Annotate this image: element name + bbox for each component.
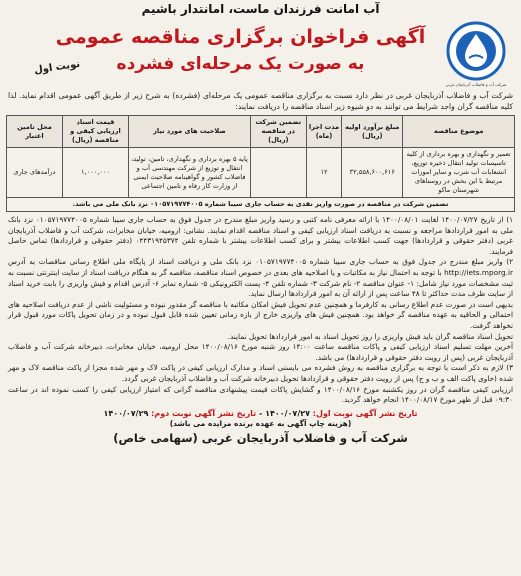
cell-subject: تعمیر و نگهداری و بهره برداری از کلیه تاسیسات تولید انتقال ذخیره توزیع، انشعابات آب شرب و سایر امورات مرتبط با این بخش در روستاهای شهرستان ماکو <box>403 148 515 198</box>
col-guarantee: تضمین شرکت در مناقصه (ریال) <box>250 116 306 148</box>
body-paragraph-2: ۲) واریز مبلغ مندرج در جدول فوق به حساب جاری سیبا شماره ۰۱۰۵۷۱۹۷۷۴۰۰۵ نزد بانک ملی و دریافت اسناد از پایگاه ملی اطلاع رسانی مناقصات به آدرس http://iets.mporg.ir با توجه به احتمال نیاز به مکاتبات و یا اصلاحیه های بعدی در خصوص اسناد مناقصه، مناقصه گر به هنگام دریافت اسناد از سایت اینترنتی نسبت به ثبت مشخصات مورد نیاز شامل: ۱- عنوان مناقصه ۲- نام شرکت ۳- شماره تلفن ۴- پست الکترونیکی ۵- شماره نمابر ۶- آدرس اقدام و فیش واریزی را بابت خرید اسناد از سایت ظرف مدت حداکثر تا ۴۸ ساعت پس از ارائه آن به امور قراردادها ارسال نماید. <box>8 257 513 299</box>
body-paragraph-7: ارزیابی کیفی مناقصه گران در روز یکشنبه مورخ ۱۴۰۰/۰۸/۱۶ و گشایش پاکات قیمت پیشنهادی مناقصه گرانی که امتیاز ارزیابی کیفی را کسب نموده اند در ساعت ۰۹:۳۰ قبل از ظهر مورخ ۱۴۰۰/۰۸/۱۷ انجام خواهد گردید. <box>8 384 513 405</box>
table-row <box>7 148 515 198</box>
body-paragraph-1: ۱) از تاریخ ۱۴۰۰/۰۷/۲۷ لغایت ۱۴۰۰/۰۸/۰۱ با ارائه معرفی نامه کتبی و رسید واریز مبلغ مندرج در جدول فوق به حساب جاری سیبا شماره ۰۱۰۵۷۱۹۷۷۴۰۰۵ نزد بانک ملی به امور قراردادها مراجعه و نسبت به دریافت اسناد ارزیابی کیفی و اسناد مناقصه اقدام نمایند. نشانی: ارومیه، خیابان مخابرات، شرکت آب و فاضلاب آذربایجان غربی (دفتر حقوقی و قراردادها) جهت کسب اطلاعات بیشتر و برای کسب اطلاعات بیشتر با شماره تلفن ۰۴۴۳۱۹۴۵۳۷۴ (دفتر حقوقی و قراردادها) تماس حاصل فرمایند. <box>8 215 513 256</box>
col-duration: مدت اجرا (ماه) <box>306 116 342 148</box>
intro-paragraph: شرکت آب و فاضلاب آذربایجان غربی در نظر دارد نسبت به برگزاری مناقصه عمومی یک مرحله‌ای (فشرده) به شرح زیر از طریق آگهی عمومی اقدام نماید. لذا کلیه مناقصه گران واجد شرایط می توانند به دو شیوه زیر اسناد مناقصه را دریافت نمایند: <box>8 91 513 111</box>
cell-estimate: ۳۲,۵۵۸,۶۰۰,۶۱۶ <box>342 148 403 198</box>
footnote: (هزینه چاپ آگهی به عهده برنده مزایده می باشد) <box>169 418 352 428</box>
company-name: شرکت آب و فاضلاب آذربایجان غربی (سهامی خاص) <box>113 430 408 445</box>
table-note-row <box>7 198 515 212</box>
body-paragraph-5: آخرین مهلت تسلیم اسناد ارزیابی کیفی و پاکات مناقصه ساعت ۱۴:۰۰ روز شنبه مورخ ۱۴۰۰/۰۸/۱۶ محل ارومیه، خیابان مخابرات، دبیرخانه شرکت آب و فاضلاب آذربایجان غربی (پس از رویت دفتر حقوقی و قراردادها) می باشد. <box>8 342 514 362</box>
logo-caption: شرکت آب و فاضلاب آذربایجان غربی <box>445 82 507 87</box>
first-date-value: ۱۴۰۰/۰۷/۲۷ <box>265 408 310 418</box>
col-doc-price: قیمت اسناد ارزیابی کیفی و مناقصه (ریال) <box>62 116 128 148</box>
cell-guarantee <box>250 148 306 198</box>
table-header-row <box>7 116 515 148</box>
first-date-label: تاریخ نشر آگهی نوبت اول: <box>312 408 418 418</box>
edition-label: نوبت اول <box>33 58 81 77</box>
col-funding: محل تامین اعتبار <box>7 116 63 148</box>
col-estimate: مبلغ برآورد اولیه (ریال) <box>342 116 403 148</box>
notice-body <box>8 215 513 406</box>
company-logo-icon <box>445 20 507 82</box>
cell-qualifications: پایه ۵ بهره برداری و نگهداری، تامین، تولید، انتقال و توزیع از شرکت مهندسی آب و فاضلاب کشور و گواهینامه صلاحیت ایمنی از وزارت کار رفاه و تامین اجتماعی <box>128 148 250 198</box>
body-paragraph-6: ۳) لازم به ذکر است با توجه به برگزاری مناقصه به روش فشرده می بایستی اسناد و مدارک ارزیابی کیفی در پاکت لاک و مهر شده مجزا از پاکت مناقصه لاک و مهر شده (حاوی پاکت الف و ب و ج) پس از رویت دفتر حقوقی و قراردادها تحویل دبیرخانه شرکت آب و فاضلاب آذربایجان غربی گردد. <box>8 363 513 383</box>
col-qualifications: صلاحیت های مورد نیاز <box>128 116 250 148</box>
publish-dates: تاریخ نشر آگهی نوبت اول: ۱۴۰۰/۰۷/۲۷ - تاریخ نشر آگهی نوبت دوم: ۱۴۰۰/۰۷/۲۹ <box>103 408 418 418</box>
cell-funding: درآمدهای جاری <box>7 148 63 198</box>
slogan: آب امانت فرزندان ماست، امانتدار باشیم <box>141 2 380 16</box>
cell-doc-price: ۱,۰۰۰,۰۰۰ <box>62 148 128 198</box>
body-paragraph-3: بدیهی است در صورت عدم اطلاع رسانی به کارفرما و همچنین عدم تحویل فیش امکان مکاتبه با مناقصه گر مقدور نبوده و مسئولیت ناشی از عدم دریافت اصلاحیه های احتمالی و الحاقیه به عهده مناقصه گر خواهد بود. همچنین فیش های واریزی خارج از بازه زمانی تعیین شده قابل قبول نبوده و در زمان تحویل پاکات مورد قبول قرار نخواهد گرفت. <box>8 299 513 330</box>
notice-title: آگهی فراخوان برگزاری مناقصه عمومی <box>55 26 426 48</box>
table-note: تضمین شرکت در مناقصه در صورت واریز نقدی به حساب جاری سیبا شماره ۰۱۰۵۷۱۹۷۷۴۰۰۵ نزد بانک ملی می باشد. <box>7 198 515 212</box>
notice-subtitle: به صورت یک مرحله‌ای فشرده <box>116 54 365 74</box>
tender-table <box>6 115 515 212</box>
notice-header <box>6 2 515 87</box>
second-date-label: تاریخ نشر آگهی نوبت دوم: <box>151 408 257 418</box>
col-subject: موضوع مناقصه <box>403 116 515 148</box>
second-date-value: ۱۴۰۰/۰۷/۲۹ <box>103 408 149 418</box>
body-paragraph-4: تحویل اسناد مناقصه گران باید فیش واریزی را روز تحویل اسناد به امور قراردادها تحویل نمایند. <box>227 331 513 341</box>
cell-duration: ۱۲ <box>306 148 342 198</box>
